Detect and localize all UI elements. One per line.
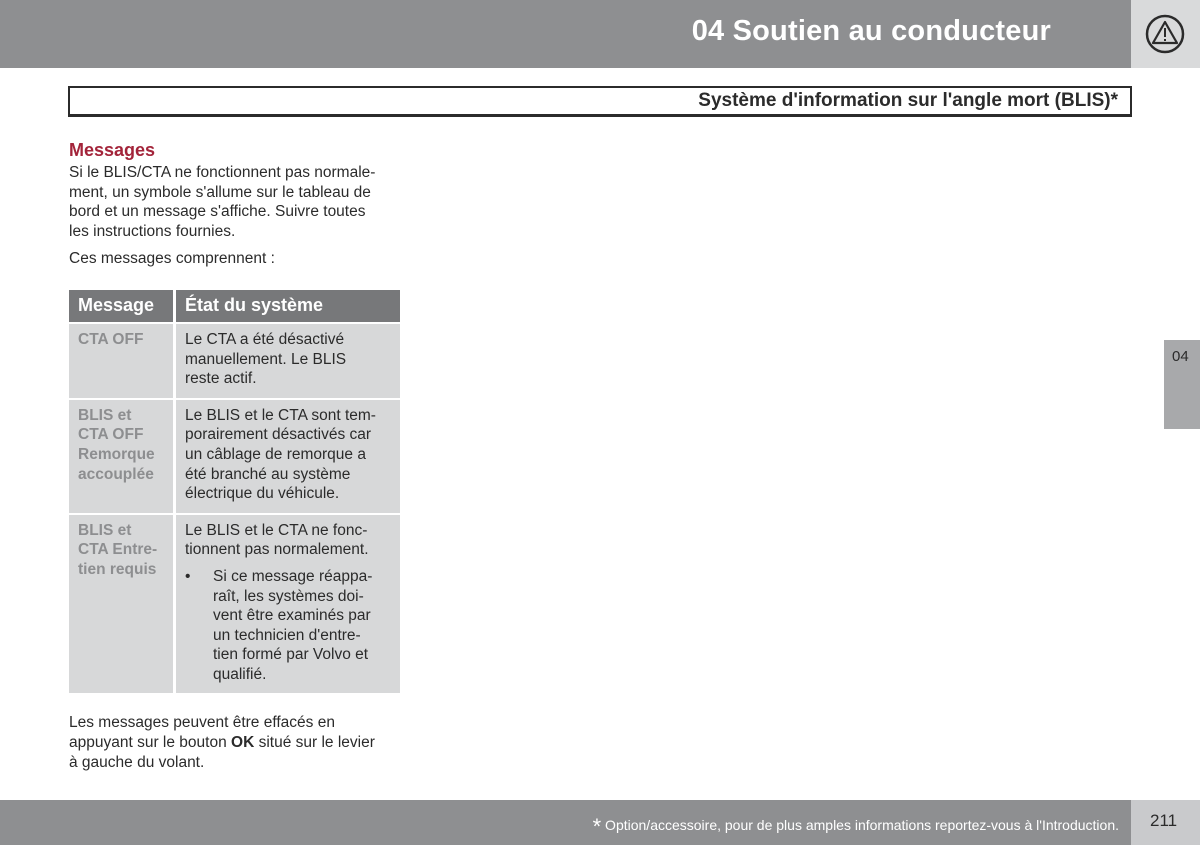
clear-messages-paragraph bbox=[69, 713, 401, 772]
state-line: électrique du véhicule. bbox=[185, 485, 340, 503]
chapter-tab-label: 04 bbox=[1172, 348, 1189, 365]
message-line: CTA Entre- bbox=[78, 541, 158, 559]
footnote-text: Option/accessoire, pour de plus amples informations reportez-vous à l'Introduction. bbox=[601, 817, 1119, 833]
bullet-line: raît, les systèmes doi- bbox=[213, 587, 364, 605]
content-column bbox=[69, 140, 401, 780]
bullet-line: tien formé par Volvo et bbox=[213, 646, 369, 664]
intro-line: ment, un symbole s'allume sur le tableau de bbox=[69, 183, 371, 201]
warning-box bbox=[1131, 0, 1200, 68]
table-row bbox=[69, 324, 400, 398]
table-row bbox=[69, 515, 400, 694]
footer-line-text: situé sur le levier bbox=[254, 734, 375, 752]
footer-line: à gauche du volant. bbox=[69, 753, 205, 771]
intro-line: bord et un message s'affiche. Suivre toutes bbox=[69, 203, 366, 221]
page-number-box bbox=[1131, 800, 1200, 845]
message-line: Remorque bbox=[78, 445, 155, 463]
state-cell bbox=[176, 515, 400, 694]
state-line: tionnent pas normalement. bbox=[185, 541, 369, 559]
bullet-dot-icon: • bbox=[185, 567, 191, 585]
page-number: 211 bbox=[1150, 811, 1178, 830]
table-header-row bbox=[69, 290, 400, 322]
message-line: BLIS et bbox=[78, 521, 132, 539]
intro-line: les instructions fournies. bbox=[69, 222, 236, 240]
state-line: été branché au système bbox=[185, 465, 351, 483]
chapter-header bbox=[0, 0, 1131, 68]
footer-line-text: appuyant sur le bouton bbox=[69, 734, 232, 752]
chapter-tab[interactable] bbox=[1164, 340, 1200, 429]
lead-in-text: Ces messages comprennent : bbox=[69, 250, 275, 268]
intro-paragraph bbox=[69, 163, 401, 241]
ok-button-label: OK bbox=[231, 734, 255, 752]
state-line: reste actif. bbox=[185, 370, 257, 388]
intro-line: Si le BLIS/CTA ne fonctionnent pas normale- bbox=[69, 164, 376, 181]
state-line: Le BLIS et le CTA sont tem- bbox=[185, 406, 376, 424]
state-line: Le CTA a été désactivé bbox=[185, 330, 345, 348]
message-cell bbox=[69, 400, 176, 513]
state-line: Le BLIS et le CTA ne fonc- bbox=[185, 521, 368, 539]
state-line: un câblage de remorque a bbox=[185, 445, 366, 463]
message-line: CTA OFF bbox=[78, 330, 144, 348]
message-cell bbox=[69, 324, 176, 398]
state-cell bbox=[176, 400, 400, 513]
message-line: BLIS et bbox=[78, 406, 132, 424]
footnote bbox=[592, 810, 1119, 839]
messages-heading: Messages bbox=[69, 140, 156, 160]
messages-table bbox=[69, 288, 400, 696]
message-cell bbox=[69, 515, 176, 694]
state-line: manuellement. Le BLIS bbox=[185, 350, 347, 368]
chapter-title: 04 Soutien au conducteur bbox=[691, 15, 1051, 47]
message-line: accouplée bbox=[78, 465, 154, 483]
column-header-state: État du système bbox=[176, 290, 400, 322]
footer-band bbox=[0, 800, 1131, 845]
column-header-message: Message bbox=[69, 290, 176, 322]
bullet-item bbox=[185, 567, 391, 685]
state-line: porairement désactivés car bbox=[185, 426, 372, 444]
footnote-star: * bbox=[592, 814, 602, 839]
bullet-line: qualifié. bbox=[213, 665, 267, 683]
bullet-line: Si ce message réappa- bbox=[213, 567, 373, 585]
footer-line bbox=[69, 733, 401, 753]
table-row bbox=[69, 400, 400, 513]
message-line: tien requis bbox=[78, 560, 157, 578]
section-bar bbox=[68, 86, 1132, 117]
state-cell bbox=[176, 324, 400, 398]
footer-line: Les messages peuvent être effacés en bbox=[69, 714, 335, 732]
bullet-line: un technicien d'entre- bbox=[213, 626, 361, 644]
message-line: CTA OFF bbox=[78, 426, 144, 444]
section-title: Système d'information sur l'angle mort (BLIS)* bbox=[698, 90, 1118, 111]
warning-triangle-icon bbox=[1144, 13, 1186, 55]
bullet-line: vent être examinés par bbox=[213, 607, 371, 625]
